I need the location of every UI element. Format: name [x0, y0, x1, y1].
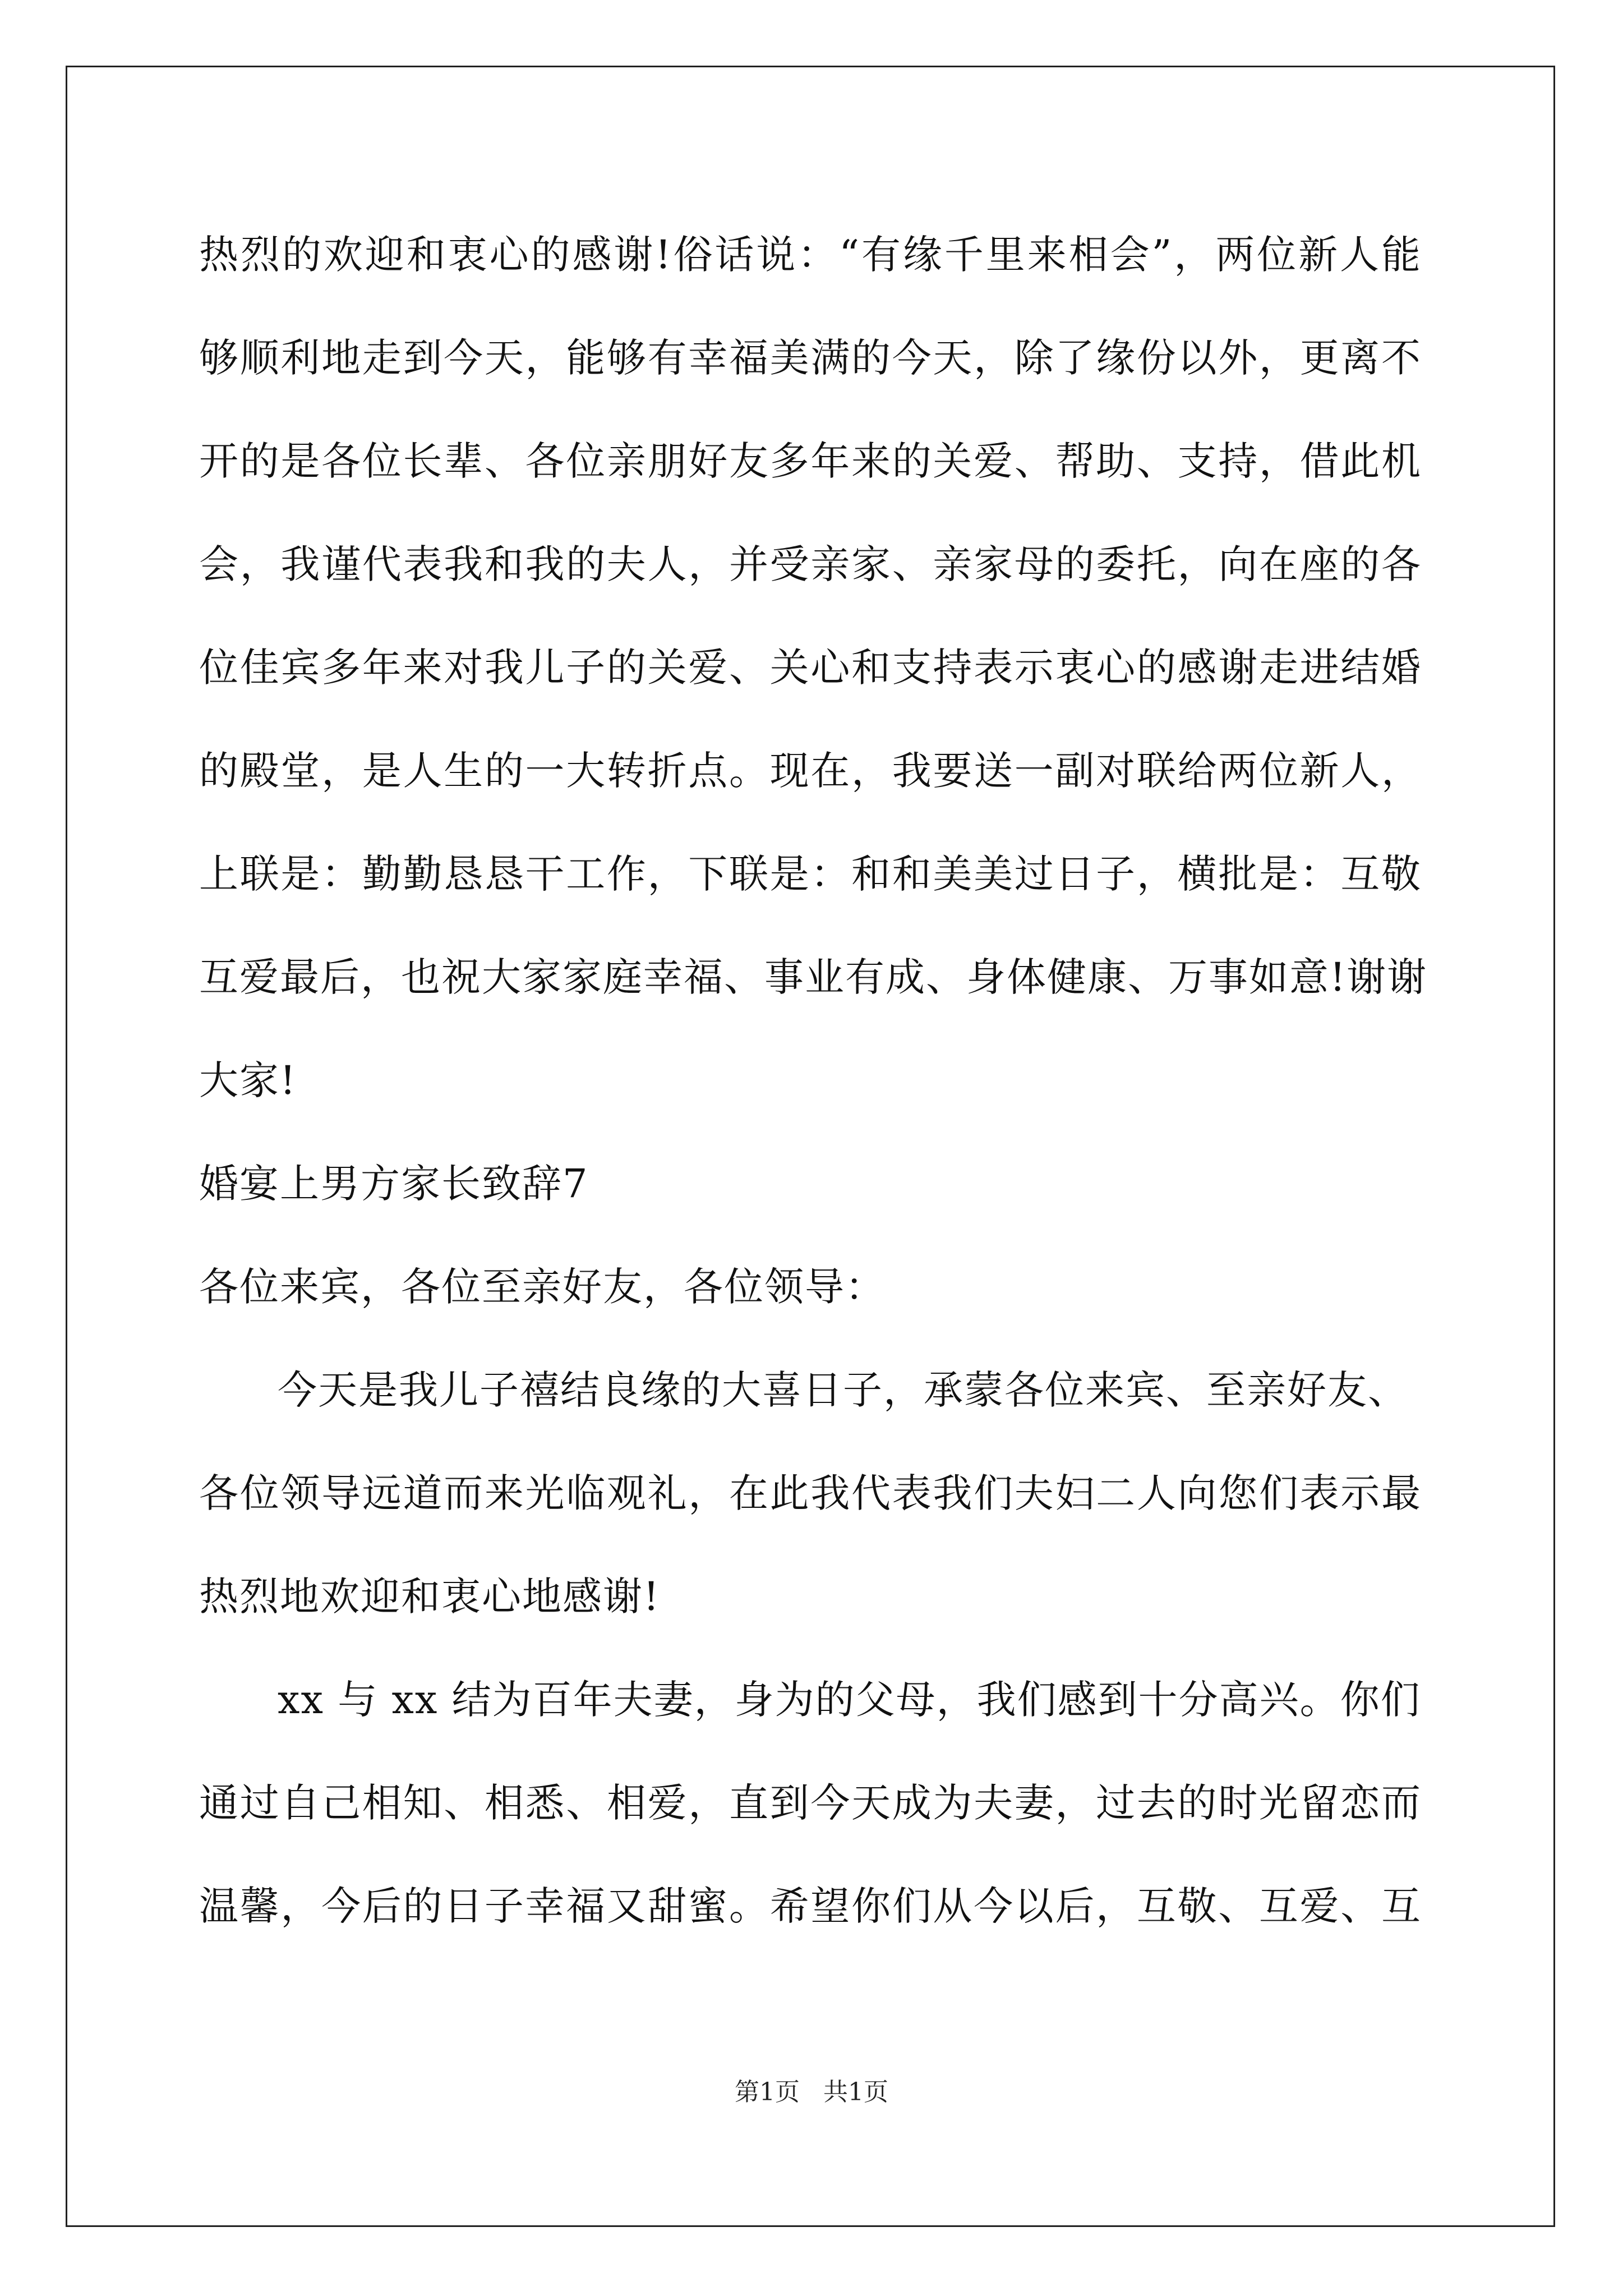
text-line: 温馨，今后的日子幸福又甜蜜。希望你们从今以后，互敬、互爱、互 — [199, 1883, 1422, 1929]
text-line: 通过自己相知、相悉、相爱，直到今天成为夫妻，过去的时光留恋而 — [199, 1780, 1422, 1826]
text-line: 热烈地欢迎和衷心地感谢! — [199, 1573, 661, 1619]
text-line: 热烈的欢迎和衷心的感谢!俗话说：“有缘千里来相会”，两位新人能 — [199, 232, 1422, 278]
salutation: 各位来宾，各位至亲好友，各位领导： — [199, 1264, 886, 1310]
document-body — [199, 203, 1428, 1958]
text-line: 够顺利地走到今天，能够有幸福美满的今天，除了缘份以外，更离不 — [199, 335, 1422, 381]
text-line: 位佳宾多年来对我儿子的关爱、关心和支持表示衷心的感谢走进结婚 — [199, 645, 1422, 691]
section-heading: 婚宴上男方家长致辞7 — [199, 1161, 589, 1207]
text-line: 开的是各位长辈、各位亲朋好友多年来的关爱、帮助、支持，借此机 — [199, 438, 1422, 484]
text-line: 上联是：勤勤恳恳干工作，下联是：和和美美过日子，横批是：互敬 — [199, 851, 1422, 897]
page-number-footer: 第1页 共1页 — [735, 2078, 888, 2106]
text-line: 大家! — [199, 1057, 297, 1103]
text-line: 互爱最后，也祝大家家庭幸福、事业有成、身体健康、万事如意!谢谢 — [199, 954, 1428, 1000]
text-line: 会，我谨代表我和我的夫人，并受亲家、亲家母的委托，向在座的各 — [199, 541, 1422, 587]
paragraph-first-line: xx 与 xx 结为百年夫妻，身为的父母，我们感到十分高兴。你们 — [278, 1677, 1421, 1723]
paragraph-first-line: 今天是我儿子禧结良缘的大喜日子，承蒙各位来宾、至亲好友、 — [278, 1367, 1408, 1413]
text-line: 各位领导远道而来光临观礼，在此我代表我们夫妇二人向您们表示最 — [199, 1470, 1422, 1516]
text-line: 的殿堂，是人生的一大转折点。现在，我要送一副对联给两位新人， — [199, 748, 1422, 794]
